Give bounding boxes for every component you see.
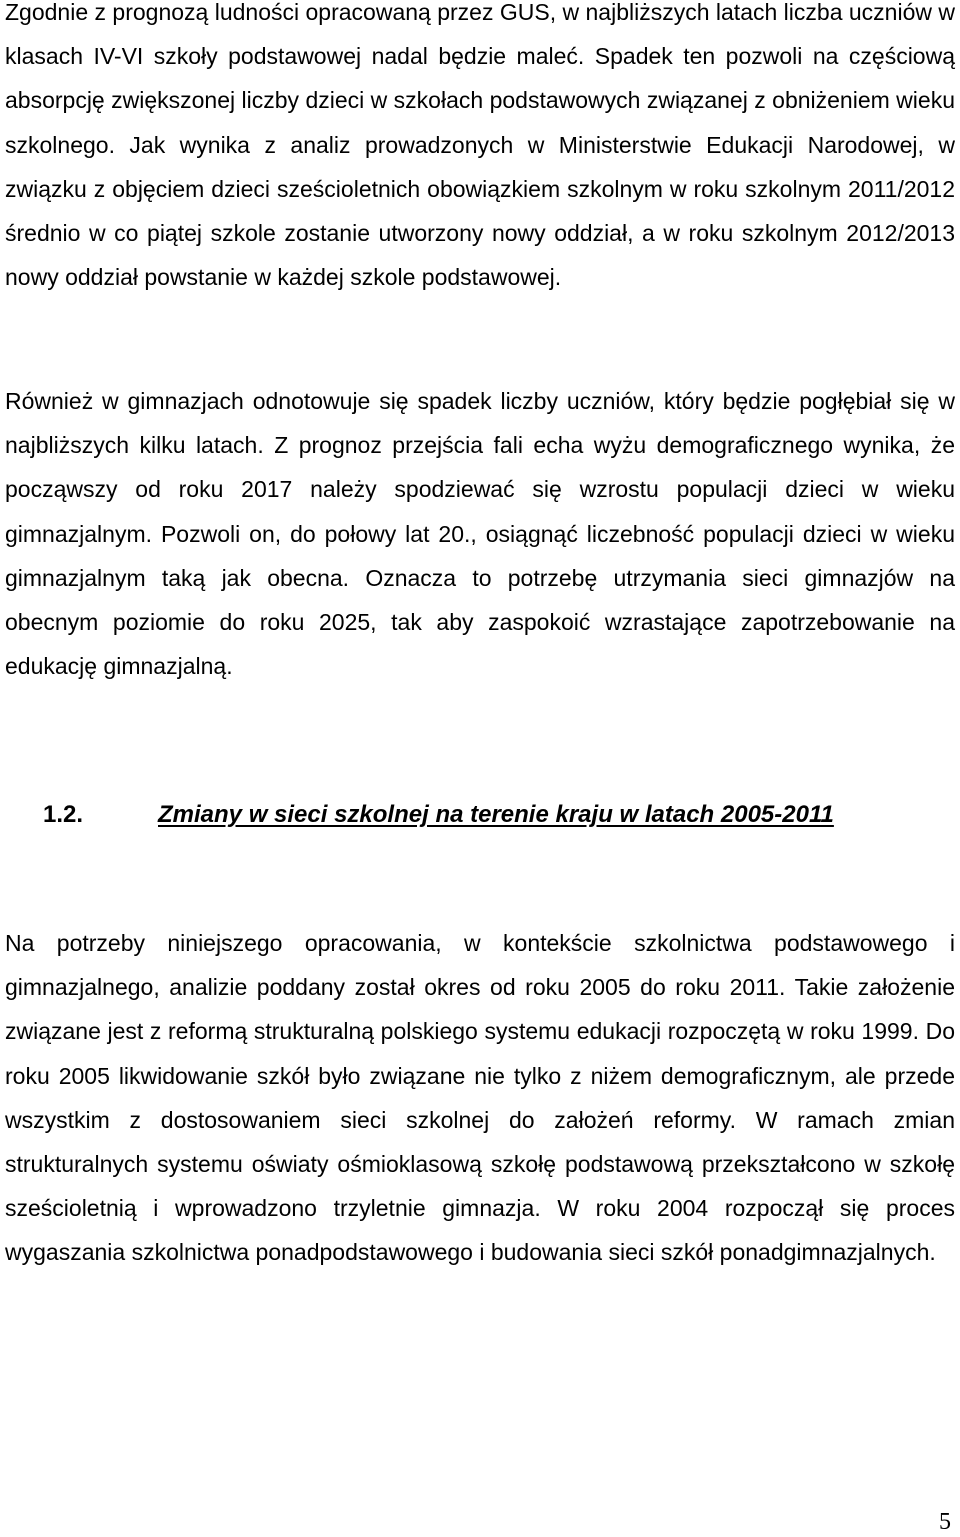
- paragraph-gymnasium-trends: Również w gimnazjach odnotowuje się spadek liczby uczniów, który będzie pogłębiał się w najbliższych kilku latach. Z prognoz przejścia fali echa wyżu demograficznego wynika, że począwszy od roku 2017 należy spodziewać się wzrostu populacji dzieci w wieku gimnazjalnym. Pozwoli on, do połowy lat 20., osiągnąć liczebność populacji dzieci w wieku gimnazjalnym taką jak obecna. Oznacza to potrzebę utrzymania sieci gimnazjów na obecnym poziomie do roku 2025, tak aby zaspokoić wzrastające zapotrzebowanie na edukację gimnazjalną.: [5, 388, 955, 680]
- section-number: 1.2.: [43, 801, 84, 828]
- section-heading: [43, 801, 955, 829]
- paragraph-analysis-period: Na potrzeby niniejszego opracowania, w kontekście szkolnictwa podstawowego i gimnazjalnego, analizie poddany został okres od roku 2005 do roku 2011. Takie założenie związane jest z reformą strukturalną polskiego systemu edukacji rozpoczętą w roku 1999. Do roku 2005 likwidowanie szkół było związane nie tylko z niżem demograficznym, ale przede wszystkim z dostosowaniem sieci szkolnej do założeń reformy. W ramach zmian strukturalnych systemu oświaty ośmioklasową szkołę podstawową przekształcono w szkołę sześcioletnią i wprowadzono trzyletnie gimnazja. W roku 2004 rozpoczął się proces wygaszania szkolnictwa ponadpodstawowego i budowania sieci szkół ponadgimnazjalnych.: [5, 930, 955, 1266]
- paragraph-population-forecast: Zgodnie z prognozą ludności opracowaną przez GUS, w najbliższych latach liczba uczniów w klasach IV-VI szkoły podstawowej nadal będzie maleć. Spadek ten pozwoli na częściową absorpcję zwiększonej liczby dzieci w szkołach podstawowych związanej z obniżeniem wieku szkolnego. Jak wynika z analiz prowadzonych w Ministerstwie Edukacji Narodowej, w związku z objęciem dzieci sześcioletnich obowiązkiem szkolnym w roku szkolnym 2011/2012 średnio w co piątej szkole zostanie utworzony nowy oddział, a w roku szkolnym 2012/2013 nowy oddział powstanie w każdej szkole podstawowej.: [5, 0, 955, 291]
- section-title: Zmiany w sieci szkolnej na terenie kraju w latach 2005-2011: [158, 801, 834, 828]
- page-number: 5: [939, 1509, 951, 1535]
